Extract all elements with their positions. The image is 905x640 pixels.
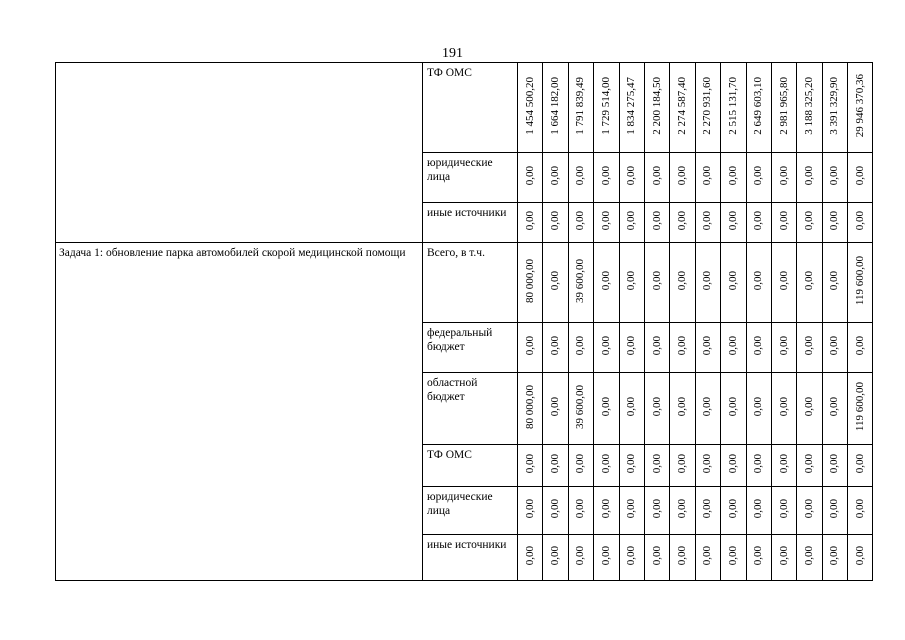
value-text: 0,00 — [701, 453, 714, 474]
value-text: 0,00 — [625, 396, 638, 417]
value-cell — [568, 243, 593, 323]
value-text: 1 791 839,49 — [574, 76, 587, 135]
value-cell — [644, 203, 669, 243]
value-cell — [771, 153, 796, 203]
value-cell — [594, 535, 619, 581]
value-text: 0,00 — [802, 453, 815, 474]
value-cell — [746, 445, 771, 487]
value-text: 0,00 — [650, 453, 663, 474]
page-number: 191 — [442, 46, 463, 61]
value-text: 1 834 275,47 — [625, 76, 638, 135]
value-text: 0,00 — [777, 498, 790, 519]
value-text: 1 454 500,20 — [523, 76, 536, 135]
value-cell — [822, 535, 847, 581]
value-text: 0,00 — [549, 453, 562, 474]
value-cell — [746, 373, 771, 445]
value-text: 0,00 — [777, 545, 790, 566]
value-cell — [797, 323, 822, 373]
value-text: 0,00 — [701, 498, 714, 519]
value-cell — [644, 535, 669, 581]
value-text: 0,00 — [625, 453, 638, 474]
value-text: 0,00 — [625, 545, 638, 566]
value-text: 0,00 — [828, 270, 841, 291]
value-text: 0,00 — [853, 453, 866, 474]
value-text: 0,00 — [726, 270, 739, 291]
value-cell — [518, 535, 543, 581]
value-cell — [543, 323, 568, 373]
value-text: 0,00 — [676, 396, 689, 417]
value-text: 0,00 — [853, 545, 866, 566]
value-text: 1 729 514,00 — [599, 76, 612, 135]
value-cell — [644, 445, 669, 487]
value-cell — [568, 323, 593, 373]
value-text: 0,00 — [599, 453, 612, 474]
value-text: 0,00 — [599, 545, 612, 566]
value-text: 0,00 — [574, 210, 587, 231]
value-text: 0,00 — [802, 210, 815, 231]
value-text: 0,00 — [752, 210, 765, 231]
value-cell — [670, 243, 695, 323]
value-cell — [721, 323, 746, 373]
value-text: 0,00 — [676, 210, 689, 231]
value-cell — [695, 203, 720, 243]
value-text: 0,00 — [726, 335, 739, 356]
value-text: 0,00 — [549, 498, 562, 519]
value-text: 0,00 — [676, 335, 689, 356]
funding-source-label: юридические лица — [423, 153, 518, 203]
funding-source-label: Всего, в т.ч. — [423, 243, 518, 323]
value-text: 3 391 329,90 — [828, 76, 841, 135]
value-text: 0,00 — [777, 453, 790, 474]
value-text: 0,00 — [650, 335, 663, 356]
value-text: 0,00 — [777, 270, 790, 291]
value-text: 0,00 — [549, 335, 562, 356]
value-text: 0,00 — [599, 165, 612, 186]
value-text: 0,00 — [777, 210, 790, 231]
value-text: 0,00 — [701, 270, 714, 291]
value-cell — [721, 63, 746, 153]
task-description: Задача 1: обновление парка автомобилей скорой медицинской помощи — [56, 243, 423, 581]
value-cell — [594, 203, 619, 243]
value-cell — [746, 203, 771, 243]
value-cell — [822, 445, 847, 487]
value-cell — [771, 445, 796, 487]
value-text: 0,00 — [599, 270, 612, 291]
value-cell — [543, 63, 568, 153]
value-cell — [518, 63, 543, 153]
value-cell — [619, 63, 644, 153]
value-text: 39 600,00 — [574, 258, 587, 303]
value-text: 0,00 — [828, 335, 841, 356]
value-text: 0,00 — [828, 165, 841, 186]
value-text: 0,00 — [523, 453, 536, 474]
value-text: 0,00 — [676, 453, 689, 474]
value-cell — [568, 445, 593, 487]
value-cell — [848, 323, 873, 373]
value-text: 0,00 — [802, 335, 815, 356]
value-cell — [568, 535, 593, 581]
value-cell — [670, 535, 695, 581]
value-cell — [848, 153, 873, 203]
value-cell — [518, 487, 543, 535]
value-cell — [797, 153, 822, 203]
value-text: 0,00 — [802, 165, 815, 186]
value-cell — [797, 373, 822, 445]
value-text: 0,00 — [752, 270, 765, 291]
value-cell — [670, 323, 695, 373]
value-text: 0,00 — [853, 165, 866, 186]
value-text: 0,00 — [828, 453, 841, 474]
value-cell — [543, 487, 568, 535]
value-cell — [594, 373, 619, 445]
value-cell — [721, 203, 746, 243]
value-text: 0,00 — [752, 396, 765, 417]
value-cell — [644, 153, 669, 203]
value-text: 0,00 — [650, 498, 663, 519]
value-cell — [771, 243, 796, 323]
value-text: 0,00 — [752, 335, 765, 356]
value-text: 0,00 — [726, 165, 739, 186]
value-cell — [543, 373, 568, 445]
value-text: 0,00 — [828, 498, 841, 519]
value-cell — [848, 373, 873, 445]
value-text: 0,00 — [650, 270, 663, 291]
value-cell — [644, 323, 669, 373]
value-cell — [568, 63, 593, 153]
funding-source-label: иные источники — [423, 203, 518, 243]
value-text: 0,00 — [676, 270, 689, 291]
value-cell — [822, 373, 847, 445]
value-cell — [797, 243, 822, 323]
value-cell — [721, 487, 746, 535]
value-text: 0,00 — [599, 498, 612, 519]
value-cell — [822, 153, 847, 203]
value-cell — [670, 153, 695, 203]
value-text: 119 600,00 — [853, 381, 866, 432]
value-cell — [543, 445, 568, 487]
value-text: 0,00 — [625, 498, 638, 519]
value-text: 0,00 — [701, 165, 714, 186]
value-text: 0,00 — [853, 498, 866, 519]
value-text: 0,00 — [726, 396, 739, 417]
value-cell — [518, 445, 543, 487]
value-text: 0,00 — [599, 210, 612, 231]
value-text: 0,00 — [752, 165, 765, 186]
value-text: 0,00 — [802, 545, 815, 566]
value-text: 0,00 — [701, 396, 714, 417]
value-cell — [746, 63, 771, 153]
value-text: 0,00 — [549, 545, 562, 566]
value-cell — [619, 535, 644, 581]
value-text: 0,00 — [574, 335, 587, 356]
value-cell — [518, 203, 543, 243]
value-cell — [695, 445, 720, 487]
value-cell — [543, 203, 568, 243]
value-cell — [771, 63, 796, 153]
value-text: 0,00 — [828, 210, 841, 231]
value-cell — [594, 487, 619, 535]
value-text: 119 600,00 — [853, 255, 866, 306]
value-cell — [644, 487, 669, 535]
value-text: 0,00 — [549, 210, 562, 231]
value-text: 0,00 — [777, 335, 790, 356]
value-cell — [695, 243, 720, 323]
value-cell — [670, 203, 695, 243]
value-cell — [594, 243, 619, 323]
value-cell — [695, 487, 720, 535]
value-cell — [746, 243, 771, 323]
value-cell — [619, 323, 644, 373]
value-text: 0,00 — [574, 453, 587, 474]
value-cell — [848, 203, 873, 243]
value-cell — [822, 323, 847, 373]
value-cell — [797, 535, 822, 581]
value-text: 0,00 — [676, 498, 689, 519]
value-text: 0,00 — [549, 270, 562, 291]
value-cell — [518, 373, 543, 445]
value-cell — [695, 63, 720, 153]
value-cell — [670, 373, 695, 445]
value-text: 0,00 — [802, 498, 815, 519]
value-text: 0,00 — [650, 396, 663, 417]
value-cell — [771, 487, 796, 535]
value-text: 0,00 — [752, 545, 765, 566]
value-cell — [695, 535, 720, 581]
value-cell — [822, 63, 847, 153]
value-text: 39 600,00 — [574, 384, 587, 429]
value-text: 0,00 — [523, 498, 536, 519]
value-cell — [568, 373, 593, 445]
value-text: 0,00 — [523, 210, 536, 231]
value-cell — [848, 487, 873, 535]
value-cell — [797, 487, 822, 535]
value-text: 0,00 — [726, 210, 739, 231]
value-text: 0,00 — [625, 270, 638, 291]
value-text: 0,00 — [599, 335, 612, 356]
value-text: 0,00 — [853, 335, 866, 356]
value-cell — [543, 243, 568, 323]
funding-source-label: федеральный бюджет — [423, 323, 518, 373]
value-text: 0,00 — [574, 165, 587, 186]
value-cell — [822, 203, 847, 243]
value-text: 0,00 — [523, 335, 536, 356]
value-cell — [771, 373, 796, 445]
value-cell — [695, 153, 720, 203]
value-cell — [721, 243, 746, 323]
value-cell — [619, 203, 644, 243]
value-text: 2 649 603,10 — [752, 76, 765, 135]
value-cell — [670, 487, 695, 535]
value-cell — [594, 445, 619, 487]
value-text: 0,00 — [726, 453, 739, 474]
value-cell — [619, 243, 644, 323]
value-cell — [797, 203, 822, 243]
funding-source-label: ТФ ОМС — [423, 445, 518, 487]
value-text: 0,00 — [777, 165, 790, 186]
value-cell — [746, 323, 771, 373]
funding-source-label: иные источники — [423, 535, 518, 581]
value-text: 0,00 — [625, 210, 638, 231]
value-text: 0,00 — [828, 545, 841, 566]
value-cell — [670, 445, 695, 487]
value-cell — [746, 153, 771, 203]
value-cell — [695, 373, 720, 445]
value-cell — [644, 63, 669, 153]
value-cell — [619, 373, 644, 445]
value-cell — [594, 63, 619, 153]
value-cell — [518, 153, 543, 203]
value-text: 0,00 — [523, 165, 536, 186]
value-text: 0,00 — [777, 396, 790, 417]
value-cell — [721, 535, 746, 581]
table-row — [56, 63, 873, 153]
value-cell — [695, 323, 720, 373]
value-cell — [822, 243, 847, 323]
value-cell — [594, 153, 619, 203]
budget-table — [55, 62, 873, 581]
value-text: 0,00 — [650, 545, 663, 566]
value-text: 80 000,00 — [523, 258, 536, 303]
value-text: 2 270 931,60 — [701, 76, 714, 135]
value-cell — [746, 535, 771, 581]
value-cell — [644, 243, 669, 323]
value-text: 0,00 — [549, 165, 562, 186]
funding-source-label: областной бюджет — [423, 373, 518, 445]
value-cell — [644, 373, 669, 445]
value-text: 0,00 — [853, 210, 866, 231]
value-text: 0,00 — [802, 396, 815, 417]
value-text: 0,00 — [599, 396, 612, 417]
value-cell — [594, 323, 619, 373]
value-text: 0,00 — [650, 210, 663, 231]
value-cell — [543, 153, 568, 203]
value-text: 0,00 — [701, 335, 714, 356]
value-text: 0,00 — [574, 545, 587, 566]
value-text: 0,00 — [752, 498, 765, 519]
value-text: 2 981 965,80 — [777, 76, 790, 135]
value-text: 2 200 184,50 — [650, 76, 663, 135]
value-text: 0,00 — [701, 210, 714, 231]
value-cell — [721, 153, 746, 203]
value-cell — [568, 487, 593, 535]
value-text: 0,00 — [676, 545, 689, 566]
value-cell — [848, 445, 873, 487]
value-text: 0,00 — [650, 165, 663, 186]
value-cell — [670, 63, 695, 153]
value-cell — [771, 535, 796, 581]
value-text: 2 515 131,70 — [726, 76, 739, 135]
value-cell — [771, 203, 796, 243]
value-text: 0,00 — [625, 335, 638, 356]
value-cell — [848, 63, 873, 153]
value-cell — [619, 153, 644, 203]
funding-source-label: юридические лица — [423, 487, 518, 535]
value-cell — [619, 487, 644, 535]
value-text: 0,00 — [676, 165, 689, 186]
value-text: 0,00 — [574, 498, 587, 519]
table-row — [56, 243, 873, 323]
value-text: 3 188 325,20 — [802, 76, 815, 135]
value-cell — [771, 323, 796, 373]
value-cell — [518, 243, 543, 323]
value-text: 80 000,00 — [523, 384, 536, 429]
value-text: 0,00 — [726, 545, 739, 566]
value-cell — [619, 445, 644, 487]
value-text: 0,00 — [625, 165, 638, 186]
value-text: 29 946 370,36 — [853, 73, 866, 138]
value-text: 0,00 — [726, 498, 739, 519]
value-cell — [848, 535, 873, 581]
value-text: 0,00 — [701, 545, 714, 566]
value-cell — [797, 445, 822, 487]
value-text: 0,00 — [549, 396, 562, 417]
value-cell — [518, 323, 543, 373]
task-description — [56, 63, 423, 243]
value-cell — [568, 203, 593, 243]
value-cell — [568, 153, 593, 203]
value-cell — [797, 63, 822, 153]
value-cell — [746, 487, 771, 535]
value-cell — [848, 243, 873, 323]
value-text: 0,00 — [828, 396, 841, 417]
funding-source-label: ТФ ОМС — [423, 63, 518, 153]
value-cell — [822, 487, 847, 535]
value-text: 0,00 — [523, 545, 536, 566]
value-text: 2 274 587,40 — [676, 76, 689, 135]
value-text: 1 664 182,00 — [549, 76, 562, 135]
value-cell — [721, 373, 746, 445]
value-cell — [721, 445, 746, 487]
value-text: 0,00 — [802, 270, 815, 291]
value-cell — [543, 535, 568, 581]
value-text: 0,00 — [752, 453, 765, 474]
